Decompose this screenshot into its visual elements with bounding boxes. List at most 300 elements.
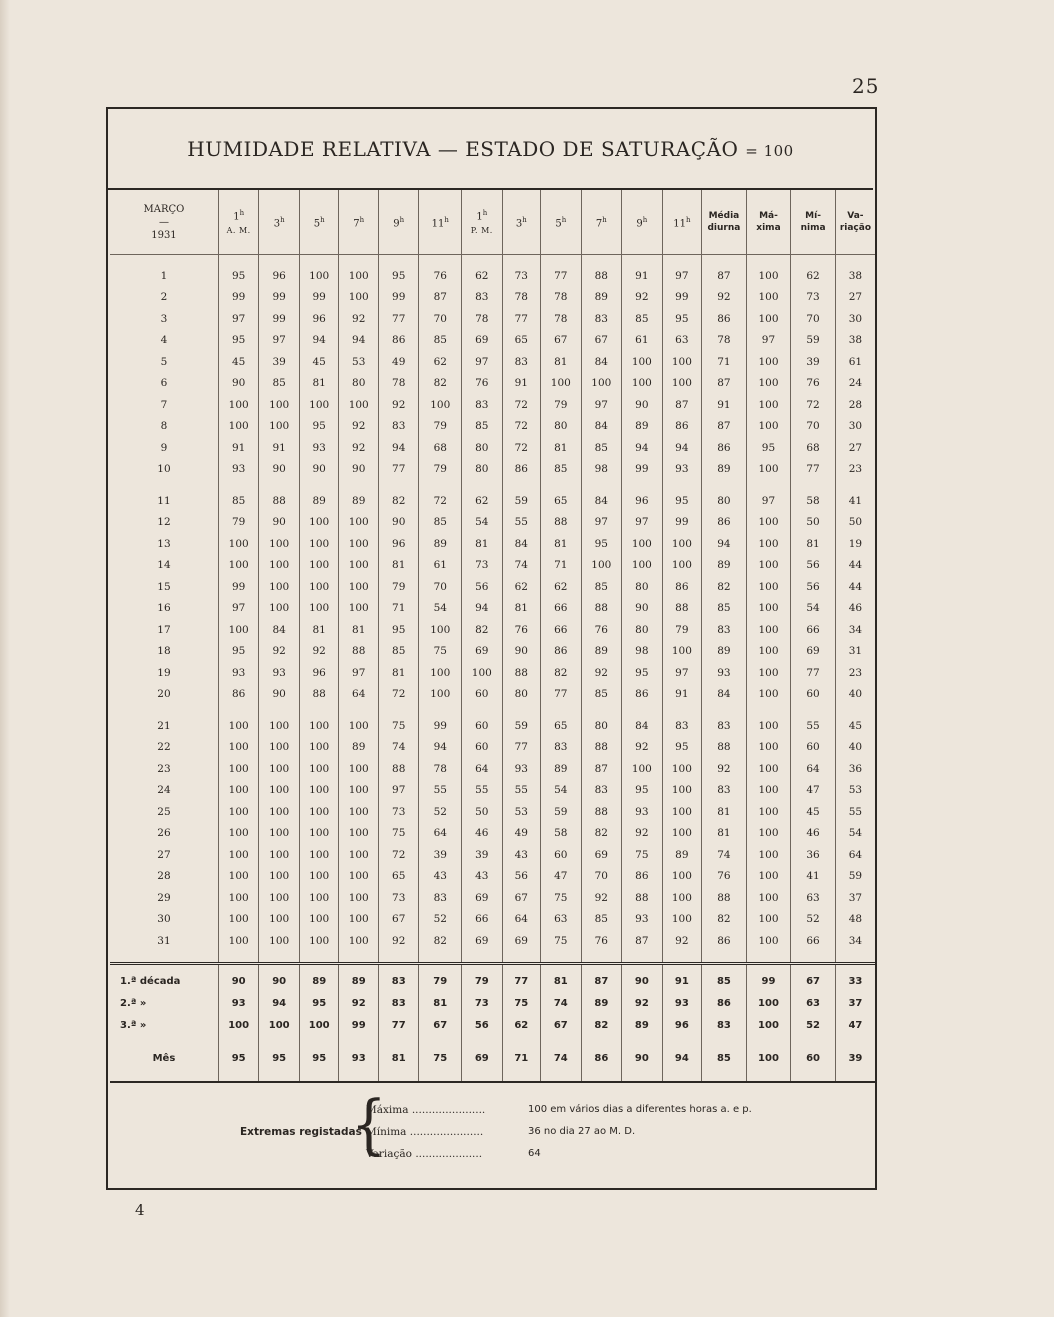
- value-cell: 97: [339, 662, 379, 684]
- summary-value: 89: [299, 963, 339, 993]
- value-cell: 68: [791, 437, 836, 459]
- value-cell: 80: [339, 373, 379, 395]
- value-cell: 100: [299, 866, 339, 888]
- summary-value: 83: [702, 1015, 747, 1037]
- value-cell: 100: [259, 533, 300, 555]
- day-cell: 22: [157, 741, 171, 754]
- day-cell: 30: [157, 913, 171, 926]
- value-cell: 79: [541, 394, 582, 416]
- value-cell: 62: [462, 490, 503, 512]
- day-cell: 23: [157, 762, 171, 775]
- value-cell: 69: [462, 930, 503, 952]
- value-cell: 85: [378, 641, 419, 663]
- value-cell: 66: [791, 930, 836, 952]
- value-cell: 90: [622, 598, 663, 620]
- day-cell: 12: [157, 516, 171, 529]
- value-cell: 62: [502, 576, 541, 598]
- value-cell: 84: [702, 684, 747, 706]
- value-cell: 69: [462, 330, 503, 352]
- value-cell: 89: [339, 737, 379, 759]
- day-cell: 20: [157, 688, 171, 701]
- value-cell: 89: [702, 459, 747, 481]
- stat-header-text: Média: [708, 211, 740, 221]
- value-cell: 64: [339, 684, 379, 706]
- summary-value: 95: [259, 1037, 300, 1082]
- summary-value: 100: [259, 1015, 300, 1037]
- day-cell: 3: [160, 312, 168, 325]
- value-cell: 47: [541, 866, 582, 888]
- value-cell: 54: [541, 780, 582, 802]
- summary-value: 47: [835, 1015, 875, 1037]
- value-cell: 75: [541, 887, 582, 909]
- value-cell: 100: [299, 780, 339, 802]
- value-cell: 85: [581, 576, 622, 598]
- value-cell: 88: [581, 801, 622, 823]
- hour-unit: h: [522, 215, 527, 224]
- value-cell: 68: [419, 437, 462, 459]
- value-cell: 70: [419, 576, 462, 598]
- hour-unit: h: [359, 215, 365, 224]
- value-cell: 56: [791, 576, 836, 598]
- value-cell: 100: [746, 641, 791, 663]
- table-frame: [106, 107, 877, 1190]
- value-cell: 100: [746, 930, 791, 952]
- summary-value: 81: [378, 1037, 419, 1082]
- value-cell: 60: [462, 715, 503, 737]
- value-cell: 46: [462, 823, 503, 845]
- value-cell: 40: [835, 684, 875, 706]
- value-cell: 95: [622, 780, 663, 802]
- value-cell: 50: [835, 512, 875, 534]
- value-cell: 49: [378, 351, 419, 373]
- value-cell: 56: [791, 555, 836, 577]
- value-cell: 92: [662, 930, 702, 952]
- summary-label: Mês: [110, 1037, 218, 1082]
- value-cell: 86: [218, 684, 259, 706]
- value-cell: 30: [835, 416, 875, 438]
- value-cell: 90: [259, 512, 300, 534]
- value-cell: 39: [259, 351, 300, 373]
- value-cell: 100: [746, 351, 791, 373]
- value-cell: 100: [218, 844, 259, 866]
- value-cell: 95: [218, 265, 259, 287]
- summary-value: 85: [702, 1037, 747, 1082]
- value-cell: 72: [378, 684, 419, 706]
- value-cell: 66: [541, 619, 582, 641]
- value-cell: 83: [581, 780, 622, 802]
- value-cell: 100: [581, 555, 622, 577]
- day-cell: 6: [160, 377, 168, 390]
- value-cell: 89: [702, 555, 747, 577]
- summary-label: 3.ª »: [120, 1020, 147, 1031]
- value-cell: 45: [218, 351, 259, 373]
- day-cell: 13: [157, 537, 171, 550]
- value-cell: 90: [622, 394, 663, 416]
- value-cell: 100: [299, 887, 339, 909]
- value-cell: 61: [622, 330, 663, 352]
- day-cell: 1: [160, 269, 168, 282]
- value-cell: 59: [502, 490, 541, 512]
- value-cell: 60: [791, 737, 836, 759]
- value-cell: 82: [378, 490, 419, 512]
- value-cell: 81: [378, 662, 419, 684]
- stat-header-text: diurna: [707, 223, 741, 233]
- value-cell: 100: [299, 801, 339, 823]
- value-cell: 100: [259, 576, 300, 598]
- value-cell: 54: [462, 512, 503, 534]
- value-cell: 62: [462, 265, 503, 287]
- hour-value: 1: [476, 211, 483, 223]
- value-cell: 100: [746, 758, 791, 780]
- summary-value: 95: [299, 993, 339, 1015]
- value-cell: 89: [541, 758, 582, 780]
- value-cell: 80: [462, 459, 503, 481]
- value-cell: 100: [299, 265, 339, 287]
- value-cell: 82: [702, 576, 747, 598]
- value-cell: 85: [581, 437, 622, 459]
- value-cell: 55: [502, 512, 541, 534]
- hour-value: 5: [555, 218, 562, 230]
- summary-value: 62: [502, 1015, 541, 1037]
- value-cell: 86: [622, 866, 663, 888]
- value-cell: 87: [419, 287, 462, 309]
- value-cell: 100: [218, 780, 259, 802]
- value-cell: 91: [218, 437, 259, 459]
- hour-value: 7: [353, 218, 360, 230]
- value-cell: 96: [622, 490, 663, 512]
- summary-value: 100: [746, 993, 791, 1015]
- value-cell: 59: [791, 330, 836, 352]
- value-cell: 86: [702, 308, 747, 330]
- value-cell: 41: [835, 490, 875, 512]
- value-cell: 100: [746, 737, 791, 759]
- value-cell: 76: [791, 373, 836, 395]
- day-cell: 9: [160, 441, 168, 454]
- value-cell: 77: [502, 737, 541, 759]
- value-cell: 92: [378, 930, 419, 952]
- value-cell: 47: [791, 780, 836, 802]
- value-cell: 100: [339, 533, 379, 555]
- value-cell: 97: [581, 512, 622, 534]
- value-cell: 53: [339, 351, 379, 373]
- hour-unit: h: [444, 215, 449, 224]
- value-cell: 23: [835, 662, 875, 684]
- value-cell: 54: [835, 823, 875, 845]
- value-cell: 100: [299, 555, 339, 577]
- value-cell: 52: [791, 909, 836, 931]
- value-cell: 66: [462, 909, 503, 931]
- value-cell: 63: [541, 909, 582, 931]
- value-cell: 72: [419, 490, 462, 512]
- value-cell: 67: [378, 909, 419, 931]
- value-cell: 100: [746, 662, 791, 684]
- summary-value: 95: [299, 1037, 339, 1082]
- summary-value: 86: [702, 993, 747, 1015]
- hour-unit: h: [280, 215, 285, 224]
- value-cell: 88: [581, 265, 622, 287]
- value-cell: 65: [541, 715, 582, 737]
- value-cell: 67: [502, 887, 541, 909]
- summary-value: 90: [259, 963, 300, 993]
- value-cell: 94: [339, 330, 379, 352]
- summary-value: 77: [502, 963, 541, 993]
- value-cell: 93: [299, 437, 339, 459]
- value-cell: 89: [702, 641, 747, 663]
- summary-value: 74: [541, 993, 582, 1015]
- value-cell: 89: [662, 844, 702, 866]
- value-cell: 85: [622, 308, 663, 330]
- value-cell: 86: [622, 684, 663, 706]
- value-cell: 100: [746, 373, 791, 395]
- value-cell: 78: [462, 308, 503, 330]
- value-cell: 70: [581, 866, 622, 888]
- value-cell: 87: [702, 373, 747, 395]
- summary-value: 75: [419, 1037, 462, 1082]
- value-cell: 90: [378, 512, 419, 534]
- value-cell: 93: [662, 459, 702, 481]
- value-cell: 84: [502, 533, 541, 555]
- value-cell: 44: [835, 555, 875, 577]
- stat-header-text: nima: [800, 223, 826, 233]
- value-cell: 45: [835, 715, 875, 737]
- day-cell: 27: [157, 848, 171, 861]
- value-cell: 23: [835, 459, 875, 481]
- hour-value: 7: [595, 218, 603, 230]
- summary-value: 94: [259, 993, 300, 1015]
- value-cell: 38: [835, 265, 875, 287]
- day-cell: 26: [157, 827, 171, 840]
- day-cell: 2: [160, 291, 168, 304]
- value-cell: 100: [746, 533, 791, 555]
- value-cell: 41: [791, 866, 836, 888]
- month-label: MARÇO: [143, 203, 185, 215]
- value-cell: 91: [702, 394, 747, 416]
- value-cell: 86: [541, 641, 582, 663]
- hour-value: 9: [393, 218, 400, 230]
- value-cell: 100: [259, 715, 300, 737]
- value-cell: 94: [299, 330, 339, 352]
- summary-value: 75: [502, 993, 541, 1015]
- value-cell: 99: [218, 576, 259, 598]
- value-cell: 95: [581, 533, 622, 555]
- value-cell: 71: [541, 555, 582, 577]
- summary-value: 37: [835, 993, 875, 1015]
- value-cell: 100: [218, 866, 259, 888]
- value-cell: 92: [259, 641, 300, 663]
- value-cell: 70: [791, 308, 836, 330]
- value-cell: 100: [299, 512, 339, 534]
- value-cell: 46: [791, 823, 836, 845]
- value-cell: 88: [259, 490, 300, 512]
- day-cell: 10: [157, 463, 171, 476]
- value-cell: 77: [791, 459, 836, 481]
- summary-value: 93: [218, 993, 259, 1015]
- brace-symbol: {: [351, 1088, 387, 1163]
- stat-header-text: Mí-: [805, 211, 821, 221]
- hour-value: 5: [313, 218, 321, 230]
- value-cell: 94: [622, 437, 663, 459]
- value-cell: 37: [835, 887, 875, 909]
- value-cell: 75: [541, 930, 582, 952]
- value-cell: 85: [581, 909, 622, 931]
- value-cell: 59: [541, 801, 582, 823]
- summary-value: 89: [339, 963, 379, 993]
- value-cell: 95: [218, 641, 259, 663]
- value-cell: 94: [662, 437, 702, 459]
- value-cell: 74: [378, 737, 419, 759]
- value-cell: 94: [702, 533, 747, 555]
- value-cell: 67: [581, 330, 622, 352]
- value-cell: 89: [299, 490, 339, 512]
- value-cell: 100: [299, 823, 339, 845]
- value-cell: 100: [339, 866, 379, 888]
- value-cell: 64: [419, 823, 462, 845]
- value-cell: 79: [218, 512, 259, 534]
- summary-value: 91: [662, 963, 702, 993]
- value-cell: 83: [462, 394, 503, 416]
- value-cell: 92: [622, 823, 663, 845]
- value-cell: 100: [419, 684, 462, 706]
- value-cell: 43: [462, 866, 503, 888]
- value-cell: 27: [835, 437, 875, 459]
- title-text: HUMIDADE RELATIVA — ESTADO DE SATURAÇÃO: [187, 137, 739, 161]
- value-cell: 100: [299, 598, 339, 620]
- value-cell: 45: [299, 351, 339, 373]
- value-cell: 87: [581, 758, 622, 780]
- value-cell: 86: [702, 512, 747, 534]
- value-cell: 73: [502, 265, 541, 287]
- value-cell: 77: [378, 459, 419, 481]
- value-cell: 92: [622, 737, 663, 759]
- day-cell: 15: [157, 580, 171, 593]
- hour-unit: h: [685, 215, 691, 224]
- value-cell: 50: [462, 801, 503, 823]
- value-cell: 73: [378, 887, 419, 909]
- value-cell: 85: [702, 598, 747, 620]
- summary-value: 56: [462, 1015, 503, 1037]
- value-cell: 54: [791, 598, 836, 620]
- value-cell: 81: [462, 533, 503, 555]
- value-cell: 92: [339, 437, 379, 459]
- hour-value: 9: [636, 218, 643, 230]
- value-cell: 100: [218, 887, 259, 909]
- value-cell: 100: [339, 576, 379, 598]
- month-dash: —: [158, 216, 169, 228]
- value-cell: 100: [746, 887, 791, 909]
- day-cell: 24: [157, 784, 171, 797]
- summary-value: 67: [419, 1015, 462, 1037]
- value-cell: 84: [581, 416, 622, 438]
- extreme-name: Mínima ......................: [366, 1126, 484, 1138]
- value-cell: 100: [339, 555, 379, 577]
- value-cell: 97: [378, 780, 419, 802]
- value-cell: 82: [581, 823, 622, 845]
- value-cell: 92: [339, 416, 379, 438]
- value-cell: 90: [299, 459, 339, 481]
- value-cell: 82: [462, 619, 503, 641]
- summary-value: 60: [791, 1037, 836, 1082]
- value-cell: 95: [378, 265, 419, 287]
- value-cell: 100: [259, 866, 300, 888]
- value-cell: 82: [419, 373, 462, 395]
- hour-unit: h: [561, 215, 567, 224]
- summary-value: 90: [622, 1037, 663, 1082]
- value-cell: 72: [502, 416, 541, 438]
- value-cell: 100: [662, 887, 702, 909]
- value-cell: 99: [419, 715, 462, 737]
- summary-value: 67: [541, 1015, 582, 1037]
- summary-value: 79: [462, 963, 503, 993]
- summary-value: 96: [662, 1015, 702, 1037]
- value-cell: 95: [622, 662, 663, 684]
- value-cell: 100: [746, 265, 791, 287]
- value-cell: 71: [702, 351, 747, 373]
- value-cell: 100: [339, 909, 379, 931]
- value-cell: 100: [339, 780, 379, 802]
- value-cell: 99: [259, 287, 300, 309]
- summary-value: 89: [581, 993, 622, 1015]
- value-cell: 100: [339, 844, 379, 866]
- value-cell: 88: [702, 887, 747, 909]
- value-cell: 92: [339, 308, 379, 330]
- value-cell: 89: [581, 287, 622, 309]
- value-cell: 63: [662, 330, 702, 352]
- value-cell: 100: [218, 737, 259, 759]
- value-cell: 88: [502, 662, 541, 684]
- summary-value: 52: [791, 1015, 836, 1037]
- value-cell: 97: [746, 490, 791, 512]
- value-cell: 77: [378, 308, 419, 330]
- value-cell: 62: [419, 351, 462, 373]
- day-cell: 19: [157, 666, 171, 679]
- value-cell: 88: [702, 737, 747, 759]
- value-cell: 84: [581, 351, 622, 373]
- value-cell: 100: [339, 715, 379, 737]
- value-cell: 100: [662, 533, 702, 555]
- day-cell: 16: [157, 602, 171, 615]
- summary-value: 83: [378, 963, 419, 993]
- value-cell: 100: [218, 533, 259, 555]
- summary-value: 100: [218, 1015, 259, 1037]
- value-cell: 100: [746, 684, 791, 706]
- value-cell: 97: [746, 330, 791, 352]
- value-cell: 100: [662, 866, 702, 888]
- value-cell: 83: [702, 780, 747, 802]
- value-cell: 100: [662, 909, 702, 931]
- value-cell: 72: [791, 394, 836, 416]
- value-cell: 100: [746, 512, 791, 534]
- value-cell: 69: [462, 641, 503, 663]
- hour-unit: h: [320, 215, 325, 224]
- summary-value: 69: [462, 1037, 503, 1082]
- value-cell: 100: [218, 758, 259, 780]
- value-cell: 100: [259, 758, 300, 780]
- value-cell: 39: [462, 844, 503, 866]
- value-cell: 91: [662, 684, 702, 706]
- value-cell: 70: [419, 308, 462, 330]
- value-cell: 100: [662, 373, 702, 395]
- summary-value: 39: [835, 1037, 875, 1082]
- value-cell: 94: [419, 737, 462, 759]
- value-cell: 76: [462, 373, 503, 395]
- summary-value: 81: [419, 993, 462, 1015]
- value-cell: 100: [218, 715, 259, 737]
- summary-value: 100: [746, 1037, 791, 1082]
- value-cell: 100: [218, 555, 259, 577]
- value-cell: 100: [259, 780, 300, 802]
- value-cell: 100: [746, 619, 791, 641]
- value-cell: 80: [581, 715, 622, 737]
